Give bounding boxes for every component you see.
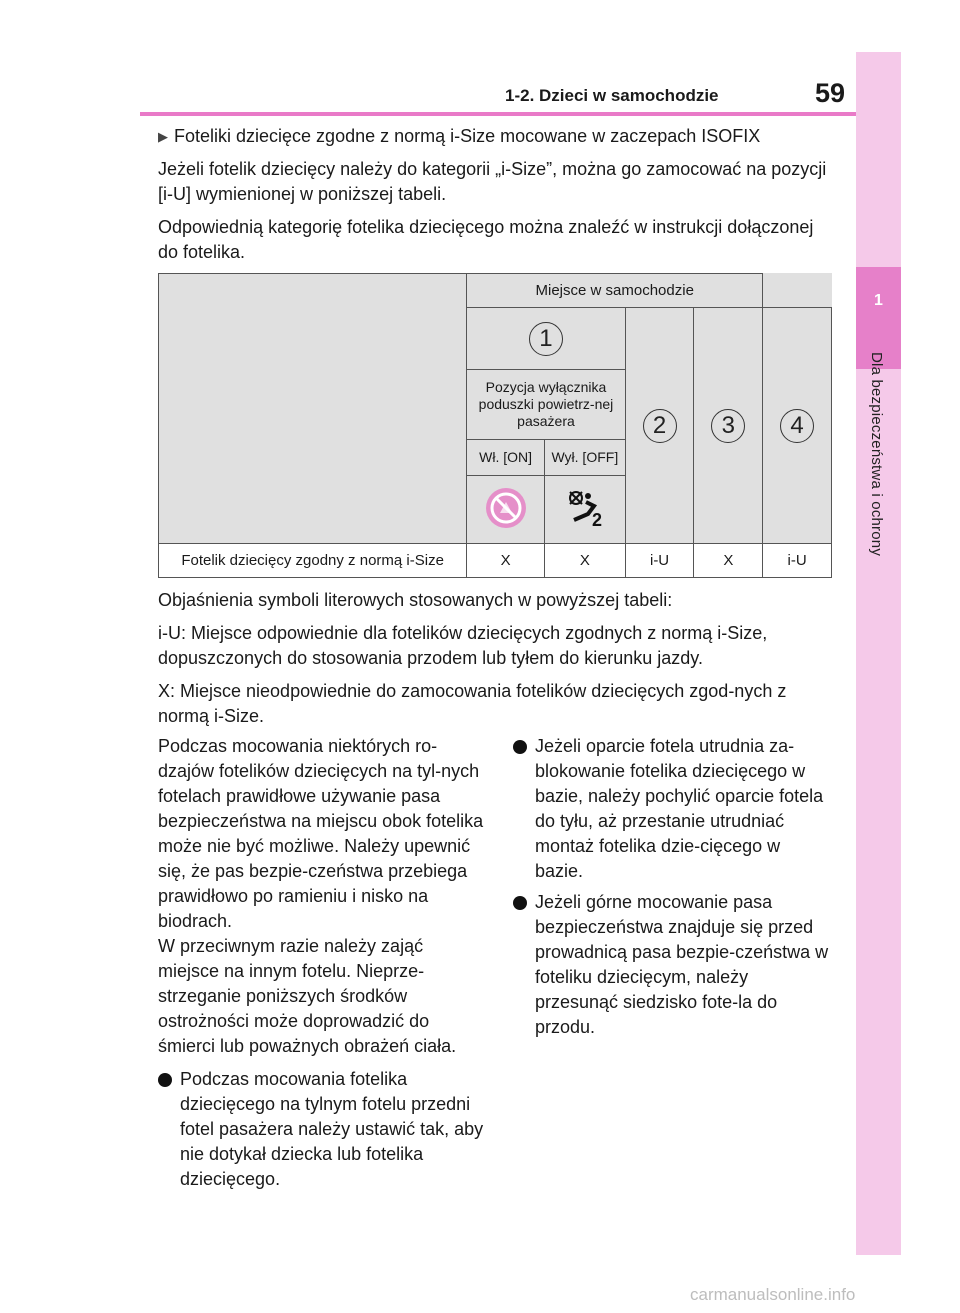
intro-paragraph-2: Odpowiednią kategorię fotelika dziecięcego można znaleźć w instrukcji dołączonej do fotelika. [158, 217, 814, 262]
switch-on-label: Wł. [ON] [467, 440, 545, 476]
svg-text:2: 2 [591, 509, 602, 528]
passenger-airbag-icon [564, 488, 606, 528]
left-bullet-1-text: Podczas mocowania fotelika dziecięcego na tylnym fotelu przedni fotel pasażera należy ustawić tak, aby nie dotykał dziecka lub fotelika dziecięcego. [180, 1069, 484, 1189]
table-corner-cell [159, 274, 467, 544]
seat-4-header [763, 308, 832, 544]
seat-3-number: 3 [711, 409, 745, 443]
intro-paragraph-1: Jeżeli fotelik dziecięcy należy do kategorii „i-Size”, można go zamocować na pozycji [i-U] wymienionej w poniższej tabeli. [158, 159, 827, 204]
airbag-switch-position-header: Pozycja wyłącznika poduszki powietrz-nej pasażera [467, 370, 625, 440]
explanation-section [158, 588, 832, 737]
side-tab-number: 1 [874, 292, 883, 309]
right-bullet-1-text: Jeżeli oparcie fotela utrudnia za-blokowanie fotelika dziecięcego w bazie, należy pochylić oparcie fotela do tyłu, aż przestanie utrudniać montaż fotelika dzie-cięcego w bazie. [535, 736, 824, 881]
triangle-right-icon: ▶ [158, 129, 168, 144]
airbag-on-symbol-cell [544, 476, 625, 544]
airbag-off-icon-graphic [486, 488, 526, 528]
seat-3-header [694, 308, 763, 544]
seat-1-number: 1 [529, 322, 563, 356]
seat-1-header [467, 308, 625, 370]
explanation-x: X: Miejsce nieodpowiednie do zamocowania fotelików dziecięcych zgod-nych z normą i-Size. [158, 681, 787, 726]
bullet-icon [513, 740, 527, 754]
seat-2-header [625, 308, 694, 544]
switch-off-label: Wył. [OFF] [544, 440, 625, 476]
seat-2-number: 2 [643, 409, 677, 443]
compatibility-table [158, 273, 832, 578]
warning-text: Podczas mocowania niektórych ro-dzajów fotelików dziecięcych na tyl-nych fotelach prawidłowe używanie pasa bezpieczeństwa na miejscu obok fotelika może nie być możliwe. Należy upewnić się, że pas bezpie-czeństwa przebiega prawidłowo po ramieniu i nisko na biodrach. [158, 736, 484, 931]
table-header-seat-position: Miejsce w samochodzie [467, 274, 763, 308]
seat-4-number: 4 [780, 409, 814, 443]
airbag-off-icon [486, 488, 526, 528]
explanation-intro: Objaśnienia symboli literowych stosowanych w powyższej tabeli: [158, 590, 673, 610]
warning-text-2: W przeciwnym razie należy zająć miejsce na innym fotelu. Nieprze-strzeganie poniższych środków ostrożności może doprowadzić do śmierci lub poważnych obrażeń ciała. [158, 936, 457, 1056]
right-bullet-2-text: Jeżeli górne mocowanie pasa bezpieczeństwa znajduje się przed prowadnicą pasa bezpie-czeństwa w foteliku dziecięcym, należy przesunąć siedzisko fote-la do przodu. [535, 892, 829, 1037]
section-title: 1-2. Dzieci w samochodzie [505, 86, 719, 105]
left-column [158, 734, 488, 1198]
airbag-off-symbol-cell [467, 476, 545, 544]
left-bullet-1 [158, 1067, 488, 1192]
side-tab-label: Dla bezpieczeństwa i ochrony [868, 352, 885, 557]
bullet-icon [513, 896, 527, 910]
page-number: 59 [815, 78, 846, 108]
right-bullet-1 [513, 734, 833, 884]
header-divider [140, 112, 856, 116]
subsection-heading [158, 124, 828, 149]
value-seat-3: X [694, 544, 763, 578]
subsection-heading-text: Foteliki dziecięce zgodne z normą i-Size mocowane w zaczepach ISOFIX [174, 126, 761, 146]
explanation-iu: i-U: Miejsce odpowiednie dla fotelików dziecięcych zgodnych z normą i-Size, dopuszczonych do stosowania przodem lub tyłem do kierunku jazdy. [158, 623, 768, 668]
value-seat-2: i-U [625, 544, 694, 578]
value-seat-1-on: X [467, 544, 545, 578]
value-seat-1-off: X [544, 544, 625, 578]
bullet-icon [158, 1073, 172, 1087]
watermark: carmanualsonline.info [690, 1285, 856, 1304]
row-label-isize: Fotelik dziecięcy zgodny z normą i-Size [159, 544, 467, 578]
value-seat-4: i-U [763, 544, 832, 578]
side-tab [856, 52, 901, 1255]
intro-section [158, 124, 828, 273]
right-bullet-2 [513, 890, 833, 1040]
right-column [513, 734, 833, 1046]
